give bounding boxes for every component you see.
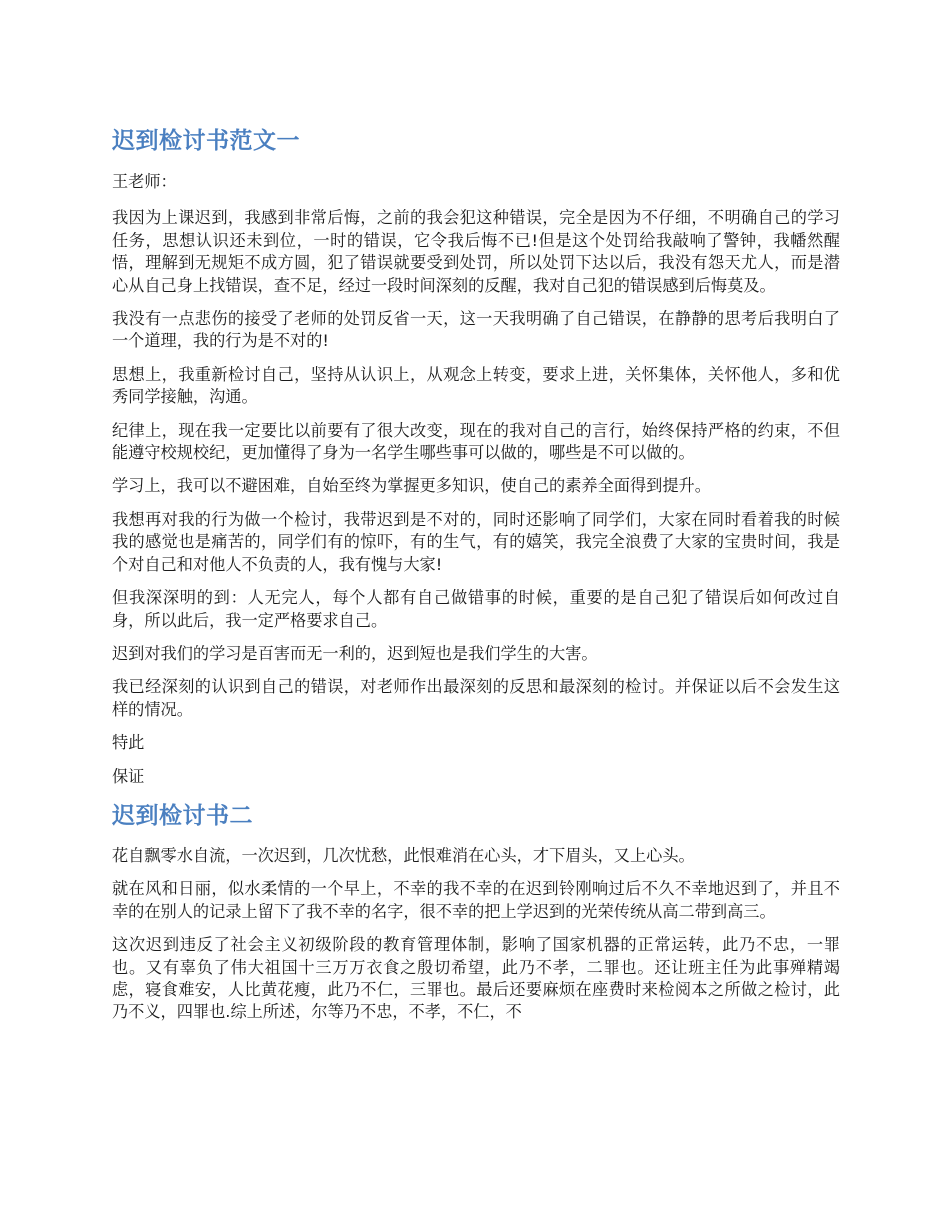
paragraph: 花自飘零水自流，一次迟到，几次忧愁，此恨难消在心头，才下眉头，又上心头。	[112, 845, 695, 865]
paragraph: 迟到对我们的学习是百害而无一利的，迟到短也是我们学生的大害。	[112, 643, 598, 663]
paragraph: 但我深深明的到：人无完人，每个人都有自己做错事的时候，重要的是自己犯了错误后如何改过自身，所以此后，我一定严格要求自己。	[112, 588, 840, 630]
paragraph: 学习上，我可以不避困难，自始至终为掌握更多知识，使自己的素养全面得到提升。	[112, 476, 711, 496]
section-title-2: 迟到检讨书二	[112, 802, 253, 829]
document-page	[112, 124, 840, 1035]
closing-line: 保证	[112, 766, 145, 786]
section-body-1	[112, 171, 840, 788]
paragraph: 就在风和日丽，似水柔情的一个早上，不幸的我不幸的在迟到铃刚响过后不久不幸地迟到了，并且不幸的在别人的记录上留下了我不幸的名字，很不幸的把上学迟到的光荣传统从高二带到高三。	[112, 879, 840, 921]
paragraph: 这次迟到违反了社会主义初级阶段的教育管理体制，影响了国家机器的正常运转，此乃不忠，一罪也。又有辜负了伟大祖国十三万万衣食之殷切希望，此乃不孝，二罪也。还让班主任为此事殚精竭虑，寝食难安，人比黄花瘦，此乃不仁，三罪也。最后还要麻烦在座费时来检阅本之所做之检讨，此乃不义，四罪也.综上所述，尔等乃不忠，不孝，不仁，不	[112, 935, 840, 1022]
salutation: 王老师：	[112, 172, 177, 191]
paragraph: 我已经深刻的认识到自己的错误，对老师作出最深刻的反思和最深刻的检讨。并保证以后不会发生这样的情况。	[112, 677, 840, 719]
paragraph: 纪律上，现在我一定要比以前要有了很大改变，现在的我对自己的言行，始终保持严格的约束，不但能遵守校规校纪，更加懂得了身为一名学生哪些事可以做的，哪些是不可以做的。	[112, 420, 840, 463]
paragraph: 我想再对我的行为做一个检讨，我带迟到是不对的，同时还影响了同学们，大家在同时看着我的时候我的感觉也是痛苦的，同学们有的惊吓，有的生气，有的嬉笑，我完全浪费了大家的宝贵时间，我是个对自己和对他人不负责的人，我有愧与大家!	[112, 509, 840, 574]
paragraph: 我因为上课迟到，我感到非常后悔，之前的我会犯这种错误，完全是因为不仔细，不明确自己的学习任务，思想认识还未到位，一时的错误，它令我后悔不已!但是这个处罚给我敲响了警钟，我幡然醒悟，理解到无规矩不成方圆，犯了错误就要受到处罚，所以处罚下达以后，我没有怨天尤人，而是潜心从自己身上找错误，查不足，经过一段时间深刻的反醒，我对自己犯的错误感到后悔莫及。	[112, 208, 840, 295]
section-body-2	[112, 845, 840, 1024]
closing-line: 特此	[112, 733, 145, 753]
paragraph: 思想上，我重新检讨自己，坚持从认识上，从观念上转变，要求上进，关怀集体，关怀他人，多和优秀同学接触，沟通。	[112, 364, 840, 407]
paragraph: 我没有一点悲伤的接受了老师的处罚反省一天，这一天我明确了自己错误，在静静的思考后我明白了一个道理，我的行为是不对的!	[112, 309, 840, 351]
section-title-1: 迟到检讨书范文一	[112, 128, 300, 154]
